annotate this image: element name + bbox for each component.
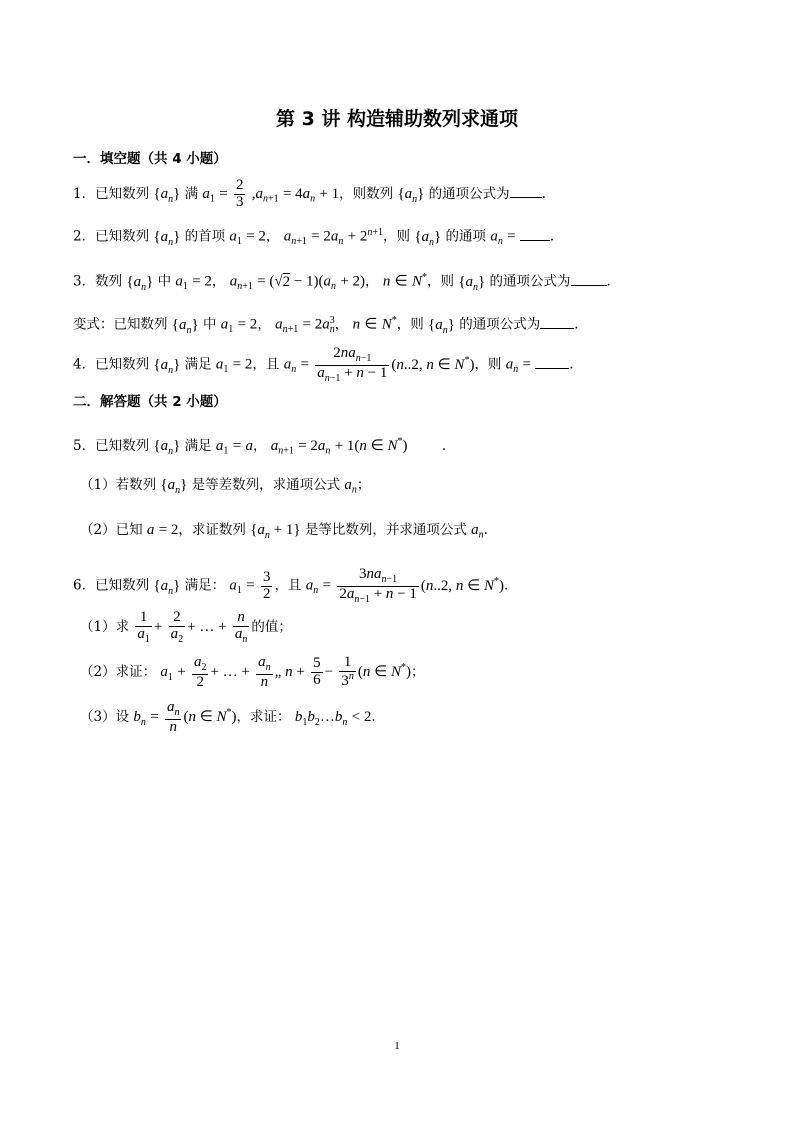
section-heading-answer: 二．解答题（共 2 小题） (73, 394, 227, 410)
fraction: $\frac{a_2}{2}$ (193, 654, 207, 690)
answer-blank (520, 226, 550, 241)
fraction: $\frac{a_n}{n}$ (258, 654, 271, 690)
question-3-variant: 变式：已知数列 $\{a_n\}$ 中 $a_1 = 2$， $a_{n+1} = 2a_n^3$， n ∈ N*，则 $\{a_n\}$ 的通项公式为 . (73, 315, 579, 336)
page-number: 1 (394, 1040, 400, 1052)
fraction: $\frac{a_n}{n}$ (166, 699, 180, 735)
fraction: $\frac{2na_{n-1}}{a_{n-1} + n - 1}$ (317, 345, 388, 384)
question-3: 3．数列 $\{a_n\}$ 中 $a_1 = 2$， $a_{n+1} = (√2 - 1)(a_n + 2)$， n ∈ N*，则 $\{a_n\}$ 的通项公式为 . (73, 272, 611, 293)
fraction: $\frac{2}{a_2}$ (170, 609, 184, 645)
page-title: 第 3 讲 构造辅助数列求通项 (275, 108, 519, 130)
fraction: $\frac{2}{3}$ (235, 177, 244, 210)
fraction: $\frac{1}{a_1}$ (137, 609, 150, 645)
answer-blank (571, 271, 607, 286)
fraction: $\frac{1}{3^n}$ (341, 654, 354, 690)
question-6-part-3: （3）设 $b_n$ = $\frac{a_n}{n}$ (n ∈ N*)，求证： $b_1b_2\dots b_n < 2$. (80, 699, 376, 735)
question-4: 4．已知数列 $\{a_n\}$ 满足 $a_1 = 2$，且 $a_n$ = $\frac{2na_{n-1}}{a_{n-1} + n - 1}$ (n..2, n ∈ N*)，则 $a_n$ = . (73, 345, 574, 384)
question-1: 1．已知数列 $\{a_n\}$ 满 $a_1$ = $\frac{2}{3}$ $,a_{n+1} = 4a_n + 1$，则数列 $\{a_n\}$ 的通项公式为 . (73, 177, 546, 210)
question-6: 6．已知数列 $\{a_n\}$ 满足： $a_1$ = $\frac{3}{2}$ ，且 $a_n$ = $\frac{3na_{n-1}}{2a_{n-1} + n - 1}$ (n..2, n ∈ N*). (73, 566, 509, 605)
section-heading-fill-in: 一．填空题（共 4 小题） (73, 151, 227, 167)
question-6-part-1: （1）求 $\frac{1}{a_1}$ + $\frac{2}{a_2}$ + … + $\frac{n}{a_n}$ 的值； (80, 609, 292, 645)
question-5-part-2: （2）已知 a = 2，求证数列 $\{a_n + 1\}$ 是等比数列，并求通项公式 $a_n$. (80, 522, 488, 541)
question-6-part-2: （2）求证： $a_1$ + $\frac{a_2}{2}$ + … + $\frac{a_n}{n}$ „ n + $\frac{5}{6}$ − $\frac{1}{3^n}$ (n ∈ N*)； (80, 654, 425, 690)
question-5-part-1: （1）若数列 $\{a_n\}$ 是等差数列，求通项公式 $a_n$； (80, 477, 371, 496)
answer-blank (535, 354, 569, 369)
answer-blank (510, 183, 542, 198)
question-5: 5．已知数列 $\{a_n\}$ 满足 $a_1 = a$， $a_{n+1} = 2a_n + 1(n$ ∈ N*) . (73, 436, 447, 457)
question-2: 2．已知数列 $\{a_n\}$ 的首项 $a_1 = 2$， $a_{n+1} = 2a_n + 2^{n+1}$，则 $\{a_n\}$ 的通项 $a_n$ = . (73, 227, 555, 248)
fraction: $\frac{n}{a_n}$ (234, 609, 248, 645)
fraction: $\frac{5}{6}$ (313, 655, 321, 689)
answer-blank (540, 314, 574, 329)
fraction: $\frac{3}{2}$ (262, 568, 271, 602)
fraction: $\frac{3na_{n-1}}{2a_{n-1} + n - 1}$ (339, 566, 417, 605)
